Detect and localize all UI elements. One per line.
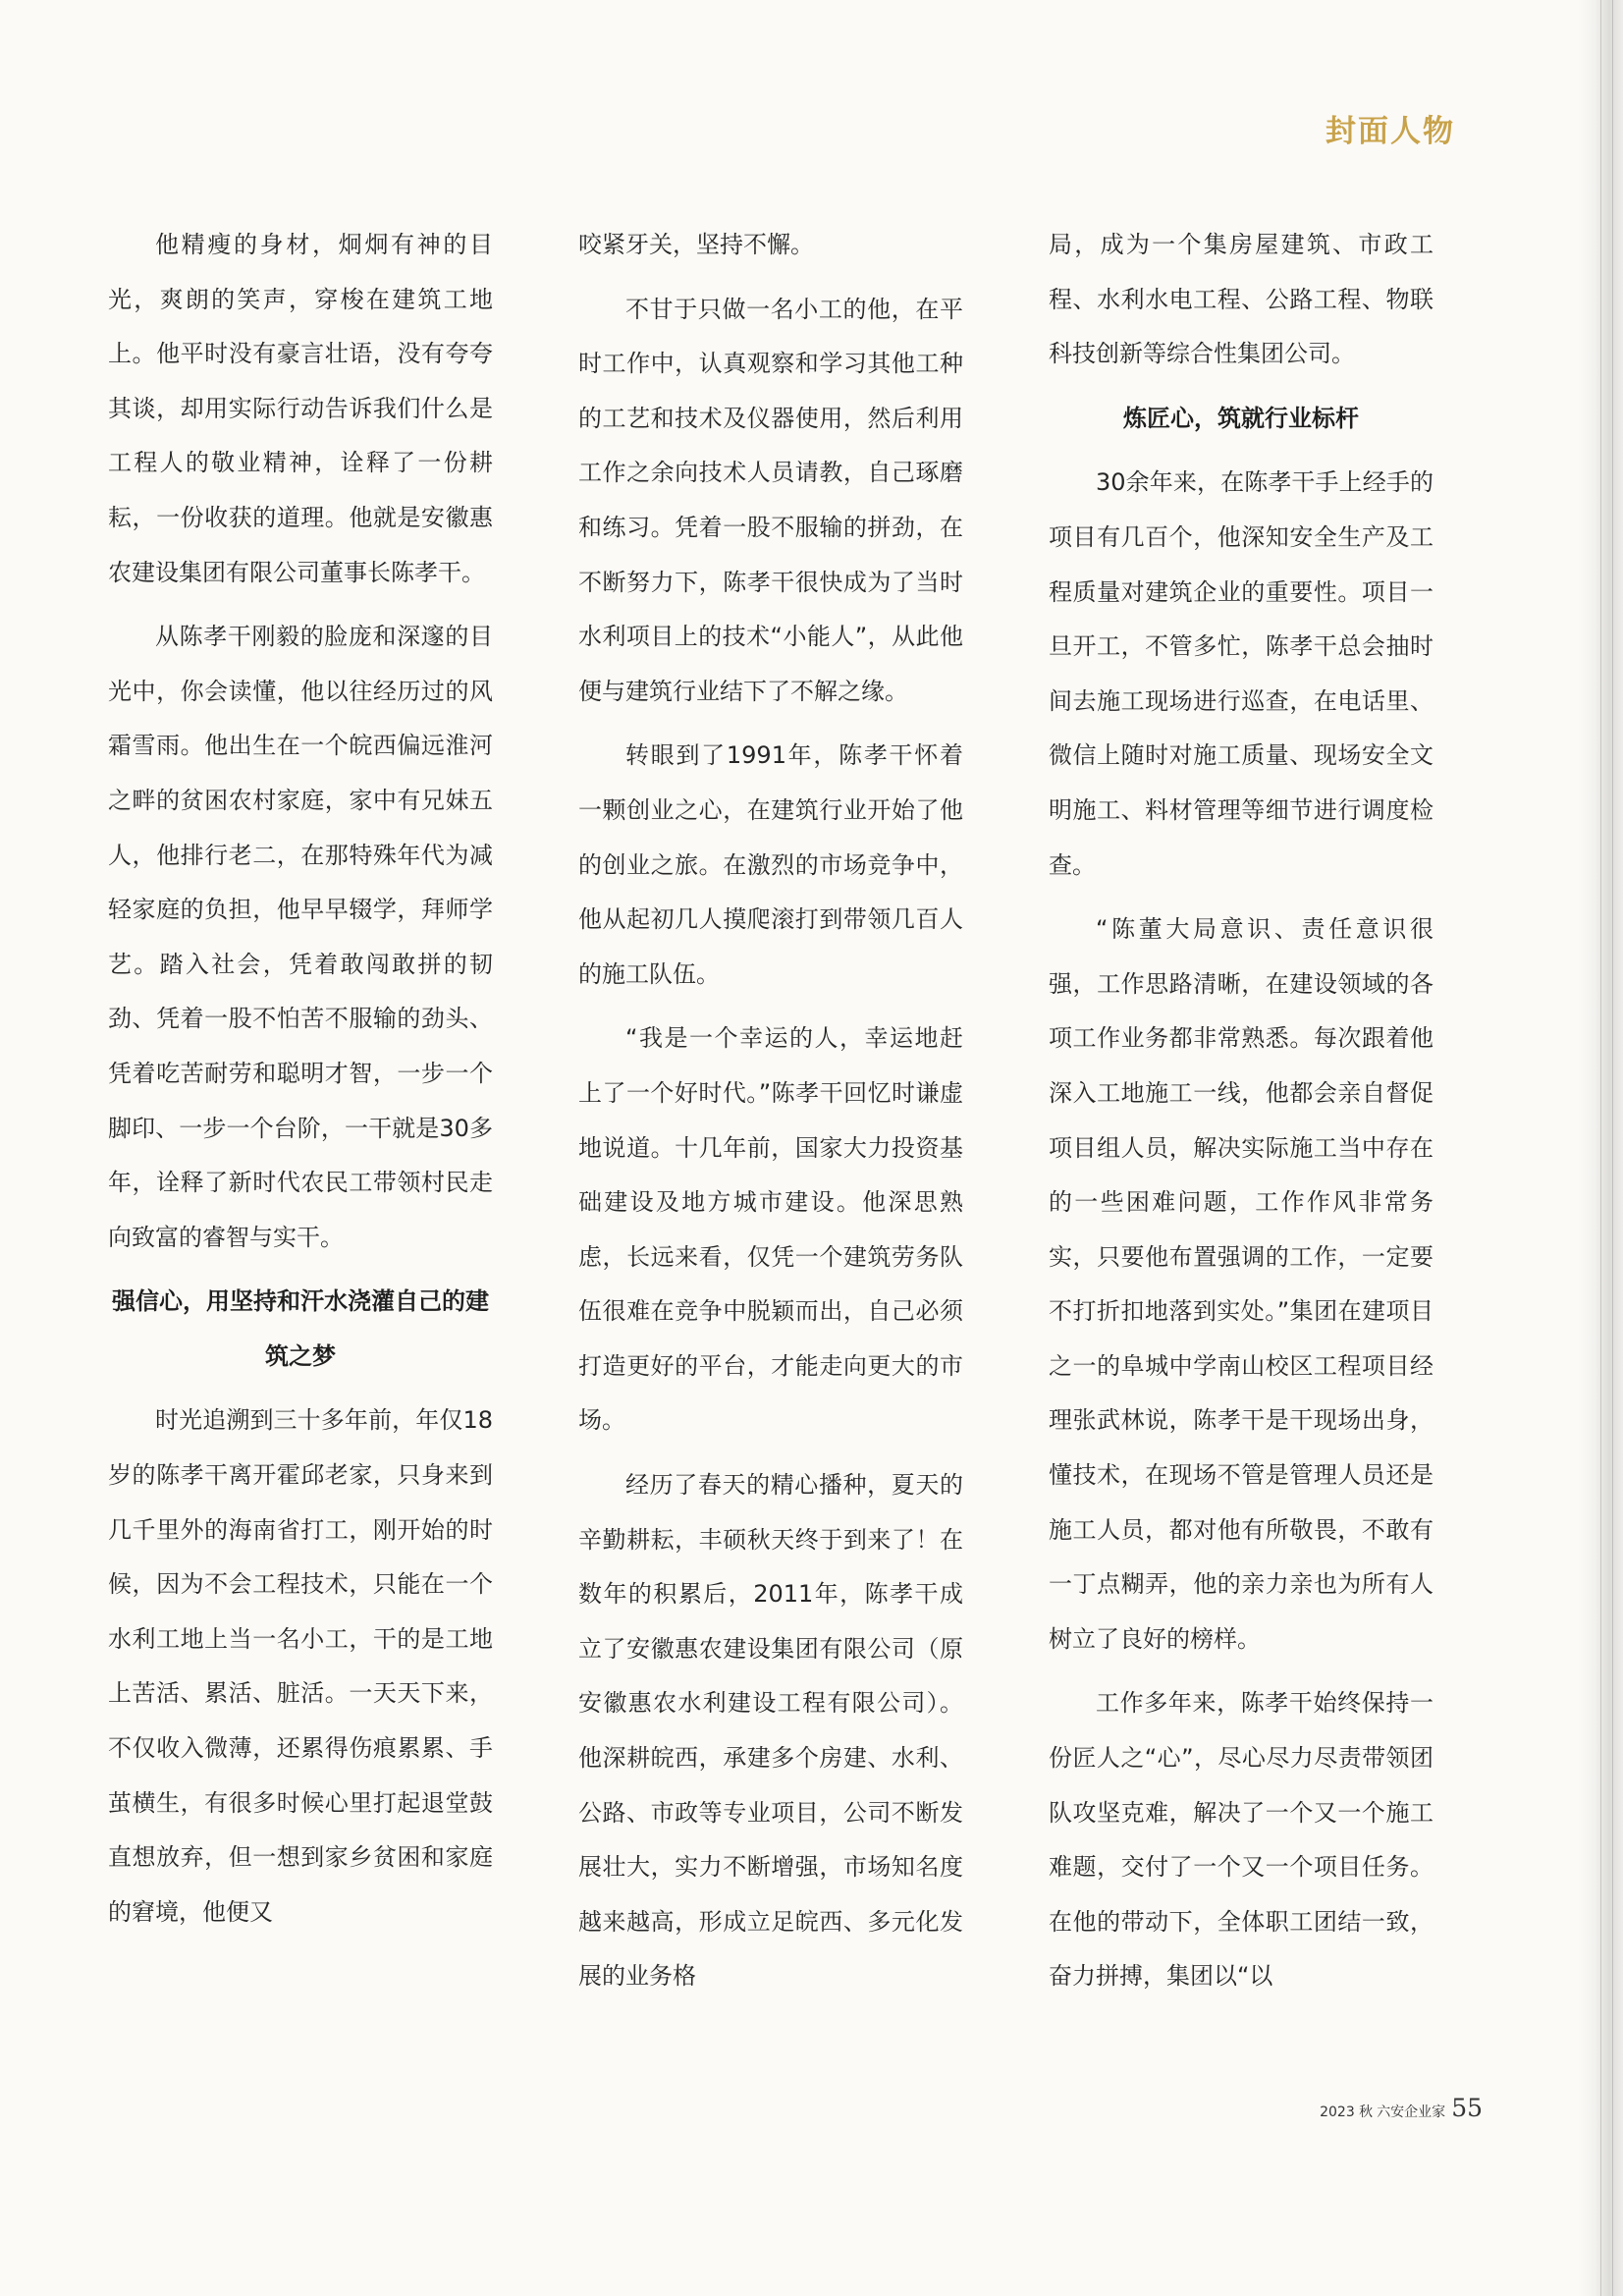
paragraph-continuation: 局，成为一个集房屋建筑、市政工程、水利水电工程、公路工程、物联科技创新等综合性集团公司。 — [1049, 231, 1434, 368]
section-heading: 炼匠心，筑就行业标杆 — [1123, 404, 1359, 432]
paragraph: 他精瘦的身材，炯炯有神的目光，爽朗的笑声，穿梭在建筑工地上。他平时没有豪言壮语，没有夸夸其谈，却用实际行动告诉我们什么是工程人的敬业精神，诠释了一份耕耘，一份收获的道理。他就是安徽惠农建设集团有限公司董事长陈孝干。 — [108, 231, 493, 586]
page-footer — [1296, 2094, 1483, 2122]
paragraph: 工作多年来，陈孝干始终保持一份匠人之“心”，尽心尽力尽责带领团队攻坚克难，解决了一个又一个施工难题，交付了一个又一个项目任务。在他的带动下，全体职工团结一致，奋力拼搏，集团以“以 — [1049, 1689, 1434, 1991]
issue-label: 2023 秋 — [1320, 2105, 1374, 2120]
paragraph: 不甘于只做一名小工的他，在平时工作中，认真观察和学习其他工种的工艺和技术及仪器使用，然后利用工作之余向技术人员请教，自己琢磨和练习。凭着一股不服输的拼劲，在不断努力下，陈孝干很快成为了当时水利项目上的技术“小能人”，从此他便与建筑行业结下了不解之缘。 — [578, 295, 963, 705]
magazine-name: 六安企业家 — [1377, 2105, 1446, 2120]
article-column-1 — [108, 218, 493, 1949]
paragraph: 30余年来，在陈孝干手上经手的项目有几百个，他深知安全生产及工程质量对建筑企业的重要性。项目一旦开工，不管多忙，陈孝干总会抽时间去施工现场进行巡查，在电话里、微信上随时对施工质量、现场安全文明施工、料材管理等细节进行调度检查。 — [1049, 468, 1434, 879]
paragraph-continuation: 咬紧牙关，坚持不懈。 — [578, 231, 814, 258]
paragraph: “我是一个幸运的人，幸运地赶上了一个好时代。”陈孝干回忆时谦虚地说道。十几年前，国家大力投资基础建设及地方城市建设。他深思熟虑，长远来看，仅凭一个建筑劳务队伍很难在竞争中脱颖而出，自己必须打造更好的平台，才能走向更大的市场。 — [578, 1024, 963, 1435]
page-number: 55 — [1451, 2094, 1483, 2122]
paragraph: 转眼到了1991年，陈孝干怀着一颗创业之心，在建筑行业开始了他的创业之旅。在激烈的市场竞争中，他从起初几人摸爬滚打到带领几百人的施工队伍。 — [578, 741, 963, 988]
page-edge-line — [1612, 0, 1613, 2296]
section-title: 封面人物 — [1325, 114, 1455, 149]
paragraph: 时光追溯到三十多年前，年仅18岁的陈孝干离开霍邱老家，只身来到几千里外的海南省打工，刚开始的时候，因为不会工程技术，只能在一个水利工地上当一名小工，干的是工地上苦活、累活、脏活。一天天下来，不仅收入微薄，还累得伤痕累累、手茧横生，有很多时候心里打起退堂鼓直想放弃，但一想到家乡贫困和家庭的窘境，他便又 — [108, 1406, 493, 1926]
page-edge-line — [1600, 0, 1601, 2296]
article-column-3 — [1049, 218, 1434, 2014]
paragraph: 从陈孝干刚毅的脸庞和深邃的目光中，你会读懂，他以往经历过的风霜雪雨。他出生在一个皖西偏远淮河之畔的贫困农村家庭，家中有兄妹五人，他排行老二，在那特殊年代为减轻家庭的负担，他早早辍学，拜师学艺。踏入社会，凭着敢闯敢拼的韧劲、凭着一股不怕苦不服输的劲头、凭着吃苦耐劳和聪明才智，一步一个脚印、一步一个台阶，一干就是30多年，诠释了新时代农民工带领村民走向致富的睿智与实干。 — [108, 623, 493, 1251]
article-column-2 — [578, 218, 963, 2014]
paragraph: “陈董大局意识、责任意识很强，工作思路清晰，在建设领域的各项工作业务都非常熟悉。每次跟着他深入工地施工一线，他都会亲自督促项目组人员，解决实际施工当中存在的一些困难问题，工作作风非常务实，只要他布置强调的工作，一定要不打折扣地落到实处。”集团在建项目之一的阜城中学南山校区工程项目经理张武林说，陈孝干是干现场出身，懂技术，在现场不管是管理人员还是施工人员，都对他有所敬畏，不敢有一丁点糊弄，他的亲力亲也为所有人树立了良好的榜样。 — [1049, 915, 1434, 1653]
section-heading: 强信心，用坚持和汗水浇灌自己的建筑之梦 — [112, 1287, 489, 1370]
paragraph: 经历了春天的精心播种，夏天的辛勤耕耘，丰硕秋天终于到来了！在数年的积累后，2011年，陈孝干成立了安徽惠农建设集团有限公司（原安徽惠农水利建设工程有限公司）。他深耕皖西，承建多个房建、水利、公路、市政等专业项目，公司不断发展壮大，实力不断增强，市场知名度越来越高，形成立足皖西、多元化发展的业务格 — [578, 1471, 963, 1991]
